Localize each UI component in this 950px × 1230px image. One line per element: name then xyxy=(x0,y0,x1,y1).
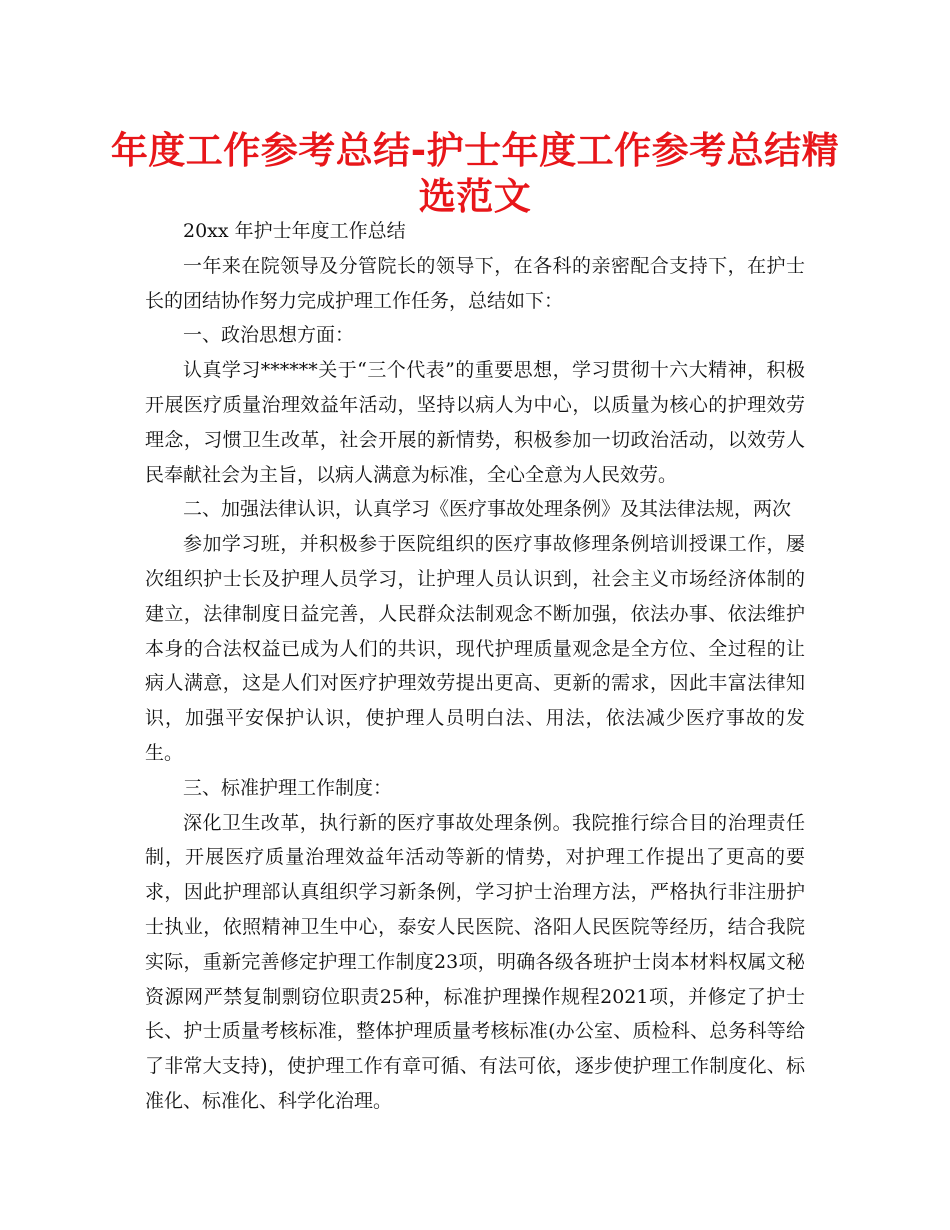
section-heading-standards: 三、标准护理工作制度： xyxy=(183,776,393,799)
paragraph-politics: 认真学习******关于“三个代表”的重要思想，学习贯彻十六大精神，积极开展医疗质量治理效益年活动，坚持以病人为中心，以质量为核心的护理效劳理念，习惯卫生改革，社会开展的新情势，积极参加一切政治活动，以效劳人民奉献社会为主旨，以病人满意为标准，全心全意为人民效劳。 xyxy=(145,359,805,486)
paragraph-standards: 深化卫生改革，执行新的医疗事故处理条例。我院推行综合目的治理责任制，开展医疗质量治理效益年活动等新的情势，对护理工作提出了更高的要求，因此护理部认真组织学习新条例，学习护士治理方法，严格执行非注册护士执业，依照精神卫生中心，泰安人民医院、洛阳人民医院等经历，结合我院实际，重新完善修定护理工作制度23项，明确各级各班护士岗本材料权属文秘资源网严禁复制剽窃位职责25种，标准护理操作规程2021项，并修定了护士长、护士质量考核标准，整体护理质量考核标准(办公室、质检科、总务科等给了非常大支持)，使护理工作有章可循、有法可依，逐步使护理工作制度化、标准化、标准化、科学化治理。 xyxy=(145,811,805,1112)
paragraph-law: 参加学习班，并积极参于医院组织的医疗事故修理条例培训授课工作，屡次组织护士长及护理人员学习，让护理人员认识到，社会主义市场经济体制的建立，法律制度日益完善，人民群众法制观念不断加强，依法办事、依法维护本身的合法权益已成为人们的共识，现代护理质量观念是全方位、全过程的让病人满意，这是人们对医疗护理效劳提出更高、更新的需求，因此丰富法律知识，加强平安保护认识，使护理人员明白法、用法，依法减少医疗事故的发生。 xyxy=(145,533,805,764)
document-body xyxy=(145,214,805,1119)
section-heading-law: 二、加强法律认识，认真学习《医疗事故处理条例》及其法律法规，两次 xyxy=(183,498,792,521)
paragraph-intro: 一年来在院领导及分管院长的领导下，在各科的亲密配合支持下，在护士长的团结协作努力完成护理工作任务，总结如下： xyxy=(145,254,805,312)
document-title: 年度工作参考总结-护士年度工作参考总结精选范文 xyxy=(110,129,840,218)
section-heading-politics: 一、政治思想方面： xyxy=(183,324,355,347)
paragraph-heading: 20xx 年护士年度工作总结 xyxy=(183,220,406,242)
